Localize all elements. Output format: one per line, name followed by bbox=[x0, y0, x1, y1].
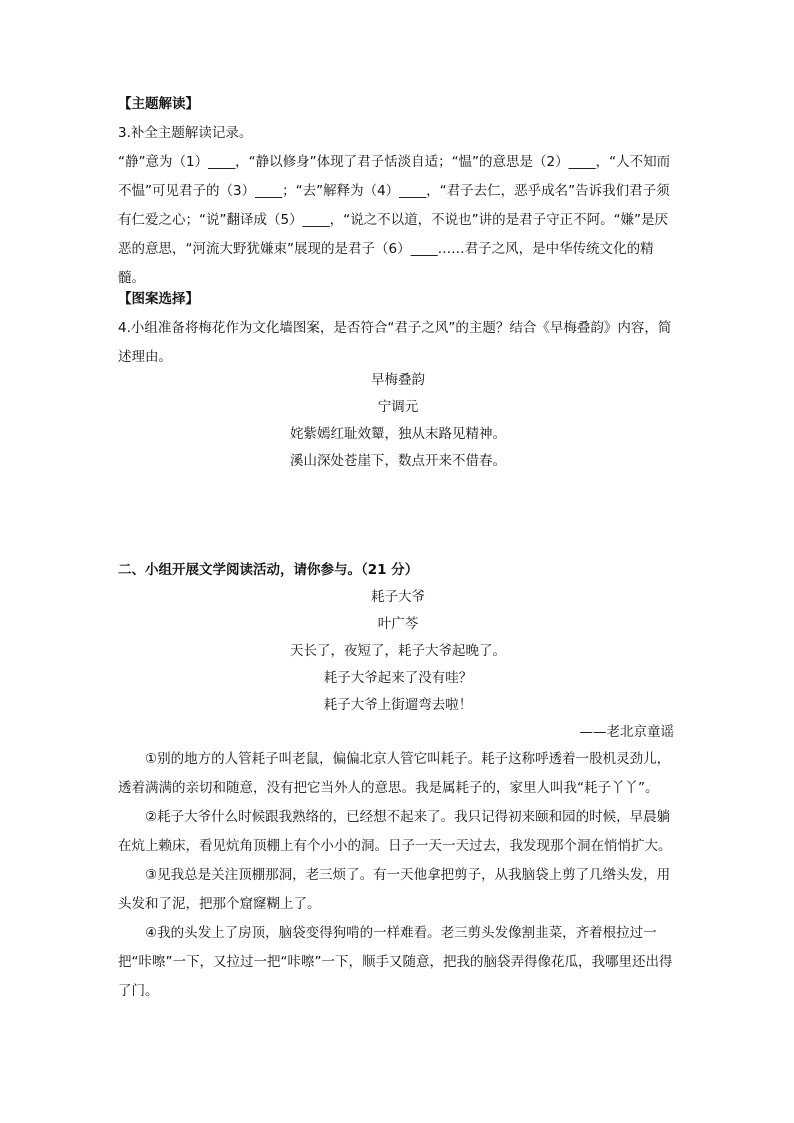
poem-line-2: 溪山深处苍崖下，数点开来不借春。 bbox=[290, 453, 506, 469]
article-author: 叶广芩 bbox=[377, 616, 419, 632]
ballad-line-2: 耗子大爷起来了没有哇？ bbox=[323, 670, 473, 686]
section-heading-theme: 【主题解读】 bbox=[118, 96, 199, 112]
ballad-line-3: 耗子大爷上街遛弯去啦！ bbox=[323, 697, 473, 713]
poem-line-1: 姹紫嫣红耻效颦，独从末路见精神。 bbox=[290, 426, 506, 442]
poem-title: 早梅叠韵 bbox=[371, 372, 425, 388]
section-two-heading: 二、小组开展文学阅读活动，请你参与。（21 分） bbox=[118, 562, 419, 578]
paragraph-1: ①别的地方的人管耗子叫老鼠，偏偏北京人管它叫耗子。耗子这称呼透着一股机灵劲儿，透着满满的亲切和随意，没有把它当外人的意思。我是属耗子的，家里人叫我“耗子丫丫”。 bbox=[118, 751, 671, 796]
ballad-source: ——老北京童谣 bbox=[579, 724, 674, 740]
paragraph-3: ③见我总是关注顶棚那洞，老三烦了。有一天他拿把剪子，从我脑袋上剪了几绺头发，用头发和了泥，把那个窟窿糊上了。 bbox=[118, 867, 671, 912]
question-3-body: “静”意为（1）____，“静以修身”体现了君子恬淡自适；“愠”的意思是（2）____，“人不知而不愠”可见君子的（3）____；“去”解释为（4）____，“君子去仁，恶乎成名”告诉我们君子须有仁爱之心；“说”翻译成（5）____，“说之不以道，不说也”讲的是君子守正不阿。“嫌”是厌恶的意思，“河流大野犹嫌束”展现的是君子（6）____……君子之风，是中华传统文化的精髓。 bbox=[118, 154, 671, 286]
paragraph-4: ④我的头发上了房顶，脑袋变得狗啃的一样难看。老三剪头发像割韭菜，齐着根拉过一把“咔嚓”一下，又拉过一把“咔嚓”一下，顺手又随意，把我的脑袋弄得像花瓜，我哪里还出得了门。 bbox=[118, 925, 673, 999]
section-heading-pattern: 【图案选择】 bbox=[118, 291, 199, 307]
question-4-prompt: 4.小组准备将梅花作为文化墙图案，是否符合“君子之风”的主题？结合《早梅叠韵》内容，简述理由。 bbox=[118, 320, 672, 365]
ballad-line-1: 天长了，夜短了，耗子大爷起晚了。 bbox=[290, 643, 506, 659]
paragraph-2: ②耗子大爷什么时候跟我熟络的，已经想不起来了。我只记得初来颐和园的时候，早晨躺在炕上赖床，看见炕角顶棚上有个小小的洞。日子一天一天过去，我发现那个洞在悄悄扩大。 bbox=[118, 809, 672, 854]
article-title: 耗子大爷 bbox=[371, 589, 425, 605]
poem-author: 宁调元 bbox=[377, 399, 419, 415]
question-3-prompt: 3.补全主题解读记录。 bbox=[118, 125, 253, 141]
